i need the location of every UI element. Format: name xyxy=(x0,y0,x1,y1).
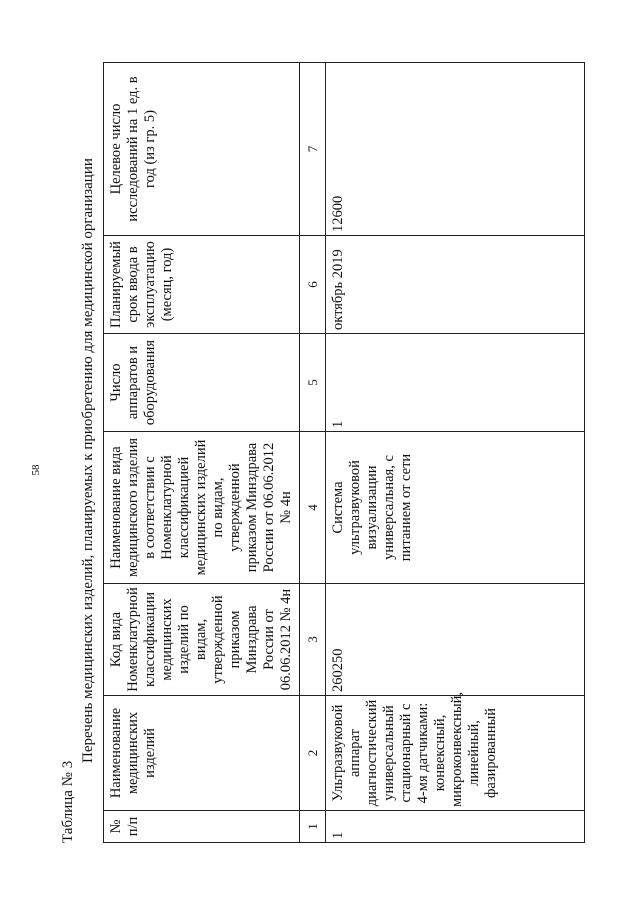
quantity-cell: 1 xyxy=(326,333,585,431)
table-header xyxy=(58,158,98,843)
page-number: 58 xyxy=(30,464,42,476)
table-row xyxy=(326,62,585,842)
table-header-row xyxy=(104,62,300,842)
header-cell-number: № п/п xyxy=(104,810,300,842)
table-label: Таблица № 3 xyxy=(60,760,76,843)
column-number-cell: 5 xyxy=(300,333,326,431)
commissioning-date-cell: октябрь 2019 xyxy=(326,235,585,333)
header-cell-commissioning-date: Планируемый срок ввода в эксплуатацию (месяц, год) xyxy=(104,235,300,333)
column-number-cell: 1 xyxy=(300,810,326,842)
column-number-cell: 4 xyxy=(300,431,326,583)
column-number-cell: 6 xyxy=(300,235,326,333)
column-number-row xyxy=(300,62,326,842)
column-number-cell: 3 xyxy=(300,583,326,695)
header-cell-target-studies: Целевое число исследований на 1 ед. в год (из гр. 5) xyxy=(104,62,300,235)
classification-code-cell: 260250 xyxy=(326,583,585,695)
header-cell-classification-name: Наименование вида медицинского изделия в соответствии с Номенклатурной классификацией медицинских изделий по видам, утвержденной приказом Минздрава России от 06.06.2012 № 4н xyxy=(104,431,300,583)
rotated-page-content xyxy=(40,33,600,873)
device-name-cell: Ультразвуковой аппарат диагностический универсальный стационарный с 4-мя датчиками: конвексный, микроконвексный, линейный, фазированный xyxy=(326,695,585,810)
column-number-cell: 7 xyxy=(300,62,326,235)
header-cell-device-name: Наименование медицинских изделий xyxy=(104,695,300,810)
table-title: Перечень медицинских изделий, планируемых к приобретению для медицинской организации xyxy=(80,157,96,763)
target-studies-cell: 12600 xyxy=(326,62,585,235)
classification-name-cell: Система ультразвуковой визуализации универсальная, с питанием от сети xyxy=(326,431,585,583)
column-number-cell: 2 xyxy=(300,695,326,810)
row-number-cell: 1 xyxy=(326,810,585,842)
header-cell-quantity: Число аппаратов и оборудования xyxy=(104,333,300,431)
header-cell-classification-code: Код вида Номенклатурной классификации медицинских изделий по видам, утвержденной приказом Минздрава России от 06.06.2012 № 4н xyxy=(104,583,300,695)
medical-devices-table xyxy=(103,62,585,843)
